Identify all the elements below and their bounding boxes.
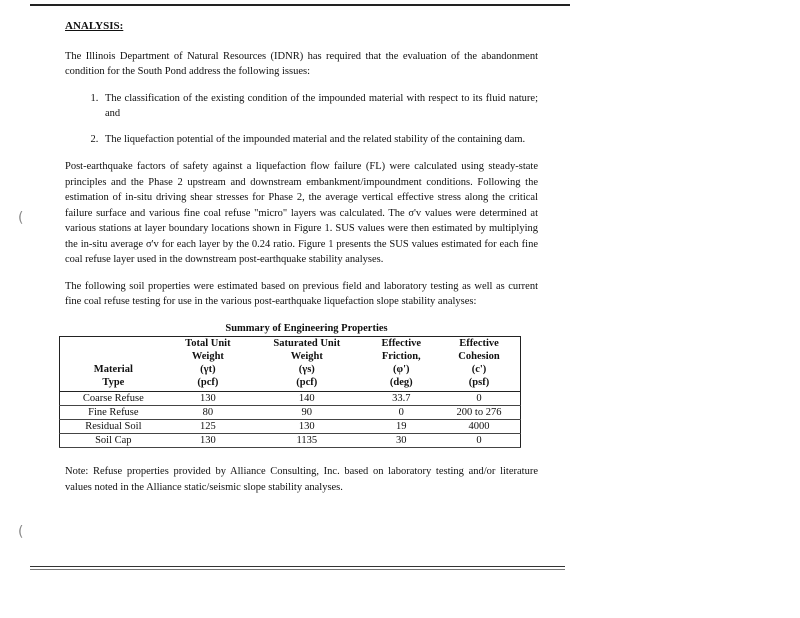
table-header-row <box>60 337 521 392</box>
table-cell: 200 to 276 <box>438 406 520 420</box>
table-cell: Fine Refuse <box>60 406 167 420</box>
issues-list <box>65 91 538 148</box>
table-cell: 0 <box>438 392 520 406</box>
table-cell: 90 <box>249 406 364 420</box>
bottom-rule <box>30 566 565 567</box>
table-cell: 30 <box>365 434 439 448</box>
table-cell: 19 <box>365 420 439 434</box>
table-cell: 130 <box>167 392 249 406</box>
table-cell: 0 <box>365 406 439 420</box>
column-header: Material Type <box>60 337 167 392</box>
properties-table <box>59 336 521 448</box>
table-row <box>60 392 521 406</box>
table-row <box>60 406 521 420</box>
table-cell: 130 <box>249 420 364 434</box>
column-header: Total Unit Weight (γt) (pcf) <box>167 337 249 392</box>
intro-paragraph: The Illinois Department of Natural Resources (IDNR) has required that the evaluation of the abandonment condition for the South Pond address the following issues: <box>65 50 538 77</box>
table-row <box>60 420 521 434</box>
list-item: 2. The liquefaction potential of the impounded material and the related stability of the containing dam. <box>101 132 538 148</box>
table-cell: 4000 <box>438 420 520 434</box>
column-header: Effective Cohesion (c') (psf) <box>438 337 520 392</box>
table-cell: 1135 <box>249 434 364 448</box>
table-cell: 125 <box>167 420 249 434</box>
list-item: 1. The classification of the existing condition of the impounded material with respect to its fluid nature; and <box>101 91 538 122</box>
top-rule <box>30 4 570 6</box>
table-cell: 80 <box>167 406 249 420</box>
table-cell: Residual Soil <box>60 420 167 434</box>
table-cell: 0 <box>438 434 520 448</box>
column-header: Saturated Unit Weight (γs) (pcf) <box>249 337 364 392</box>
document-body <box>65 19 538 506</box>
table-cell: 130 <box>167 434 249 448</box>
bottom-rule <box>30 569 565 570</box>
table-cell: Coarse Refuse <box>60 392 167 406</box>
table-cell: Soil Cap <box>60 434 167 448</box>
margin-mark: ( <box>18 524 24 540</box>
section-heading: ANALYSIS: <box>65 20 124 32</box>
table-title: Summary of Engineering Properties <box>225 322 388 334</box>
table-note: Note: Refuse properties provided by Alliance Consulting, Inc. based on laboratory testing and/or literature values noted in the Alliance static/seismic slope stability analyses. <box>65 466 538 493</box>
table-cell: 33.7 <box>365 392 439 406</box>
table-cell: 140 <box>249 392 364 406</box>
margin-mark: ( <box>18 210 24 226</box>
properties-paragraph: The following soil properties were estimated based on previous field and laboratory testing as well as current fine coal refuse testing for use in the various post-earthquake liquefaction slope stability analyses: <box>65 280 538 307</box>
column-header: Effective Friction, (φ') (deg) <box>365 337 439 392</box>
analysis-paragraph: Post-earthquake factors of safety against a liquefaction flow failure (FL) were calculated using steady-state principles and the Phase 2 upstream and downstream embankment/impoundment conditions. Following the estimation of in-situ driving shear stresses for Phase 2, the average vertical effective stress along the critical failure surface and various fine coal refuse "micro" layers was calculated. The σ'v values were determined at various stations at layer boundary locations shown in Figure 1. SUS values were then estimated by multiplying the in-situ average σ'v for each layer by the 0.24 ratio. Figure 1 presents the SUS values estimated for each fine coal refuse layer used in the downstream post-earthquake stability analyses. <box>65 161 538 265</box>
table-row <box>60 434 521 448</box>
